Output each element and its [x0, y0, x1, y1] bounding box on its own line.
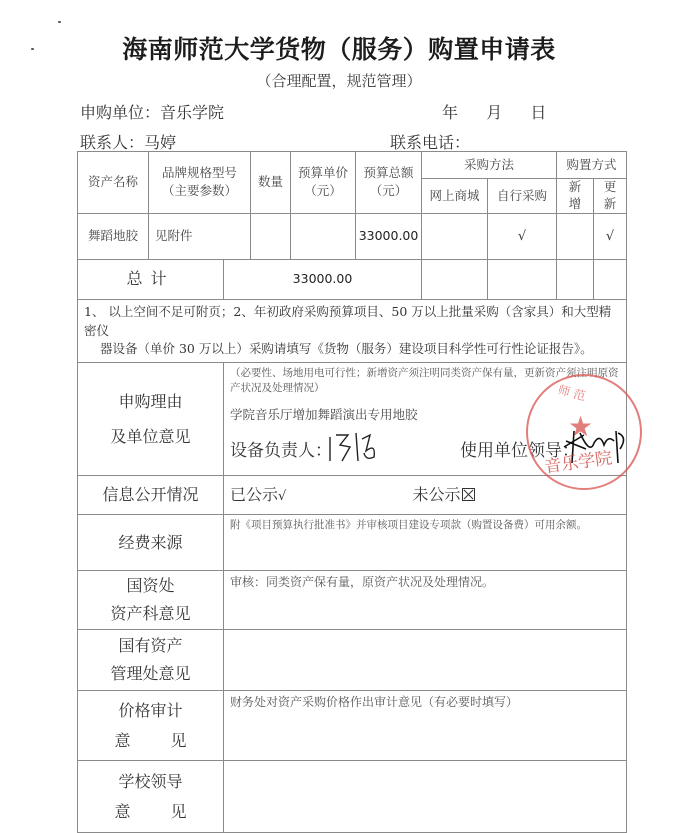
document-title: 海南师范大学货物（服务）购置申请表	[122, 35, 556, 64]
reason-label-line2: 及单位意见	[110, 427, 191, 446]
price-audit-label-line2: 意 见	[114, 730, 187, 750]
header-new-line2: 增	[568, 195, 582, 211]
cell-quantity	[251, 213, 291, 259]
seal-star-icon: ★	[568, 410, 594, 443]
header-total-line2: （元）	[369, 183, 408, 199]
applicant-unit-label: 申购单位：	[80, 103, 161, 122]
header-brand-spec-line2: （主要参数）	[162, 183, 238, 199]
state-asset-mgmt-label	[78, 630, 224, 691]
cell-brand-spec: 见附件	[149, 213, 251, 259]
header-purchase-type: 购置方式	[557, 152, 627, 179]
document-subtitle: （合理配置，规范管理）	[256, 72, 422, 90]
note-cell	[78, 299, 627, 362]
header-unit-price-line2: （元）	[304, 183, 342, 199]
total-label-text: 总计	[126, 269, 175, 289]
disclosure-label: 信息公开情况	[78, 476, 224, 515]
header-asset-name: 资产名称	[78, 152, 149, 214]
header-new	[557, 179, 594, 214]
total-self-procurement	[488, 259, 557, 299]
header-unit-price-line1: 预算单价	[298, 164, 349, 180]
reason-content-cell	[224, 363, 627, 476]
total-new	[557, 259, 594, 299]
header-self-procurement: 自行采购	[488, 179, 557, 214]
crossed-box-icon	[462, 488, 475, 501]
header-brand-spec	[149, 152, 251, 214]
published-check-icon: √	[278, 489, 287, 504]
price-audit-label	[78, 691, 224, 761]
total-value: 33000.00	[224, 259, 422, 299]
phone	[390, 130, 470, 153]
seal-text: 音乐学院	[543, 448, 614, 478]
note-line1: 1、 以上空间不足可附页；2、年初政府采购预算项目、50 万以上批量采购（含家具）和大型精密仪	[84, 303, 612, 338]
published-label: 已公示	[230, 485, 279, 504]
signature-line	[230, 439, 620, 467]
equipment-manager-signature	[326, 431, 386, 465]
school-leader-label-line2: 意 见	[114, 801, 187, 821]
table-row	[78, 213, 627, 259]
date-field	[442, 100, 546, 123]
funding-hint: 附《项目预算执行批准书》并审核项目建设专项款（购置设备费）可用余额。	[230, 519, 587, 531]
note-line2: 器设备（单价 30 万以上）采购请填写《货物（服务）建设项目科学性可行性论证报告》。	[100, 341, 593, 357]
header-total	[356, 152, 422, 214]
header-quantity: 数量	[251, 152, 291, 214]
cell-total: 33000.00	[356, 213, 422, 259]
state-asset-section-label	[78, 571, 224, 630]
funding-label: 经费来源	[78, 515, 224, 571]
scan-speck	[58, 21, 61, 23]
date-year: 年	[442, 103, 459, 122]
phone-label: 联系电话：	[390, 133, 471, 152]
reason-hint: （必要性、场地用电可行性；新增资产须注明同类资产保有量，更新资产须注明原资产状况及处理情况）	[230, 367, 619, 395]
contact-value: 马婷	[144, 133, 177, 152]
unit-leader-label: 使用单位领导：	[460, 441, 579, 462]
price-audit-hint: 财务处对资产采购价格作出审计意见（有必要时填写）	[230, 695, 519, 709]
state-asset-section-label-line1: 国资处	[126, 576, 175, 595]
state-asset-mgmt-content	[224, 630, 627, 691]
total-update	[594, 259, 627, 299]
header-update-line2: 新	[603, 195, 617, 211]
cell-unit-price	[291, 213, 356, 259]
equipment-manager-label: 设备负责人：	[230, 441, 332, 462]
header-update-line1: 更	[603, 179, 617, 194]
header-procurement-method: 采购方法	[422, 152, 557, 179]
cell-online-mall	[422, 213, 488, 259]
school-leader-label-line1: 学校领导	[118, 771, 183, 791]
cell-asset-name: 舞蹈地胶	[78, 213, 149, 259]
reason-label	[78, 363, 224, 476]
header-online-mall: 网上商城	[422, 179, 488, 214]
header-update	[594, 179, 627, 214]
applicant-unit	[80, 100, 224, 123]
state-asset-section-hint: 审核：同类资产保有量，原资产状况及处理情况。	[230, 575, 495, 589]
state-asset-mgmt-label-line1: 国有资产	[118, 636, 183, 655]
unit-leader-signature	[560, 427, 630, 467]
state-asset-section-content	[224, 571, 627, 630]
total-label	[78, 259, 224, 299]
seal-arc-text: 师 范	[556, 382, 588, 404]
date-month: 月	[486, 103, 503, 122]
header-new-line1: 新	[568, 179, 582, 194]
reason-label-line1: 申购理由	[118, 391, 183, 411]
date-day: 日	[530, 103, 547, 122]
header-unit-price	[291, 152, 356, 214]
header-brand-spec-line1: 品牌规格型号	[162, 164, 238, 180]
cell-self-procurement: √	[488, 213, 557, 259]
school-leader-label	[78, 761, 224, 833]
contact-label: 联系人：	[80, 133, 145, 152]
disclosure-content	[224, 476, 627, 515]
applicant-unit-value: 音乐学院	[160, 103, 225, 122]
header-total-line1: 预算总额	[363, 164, 414, 180]
state-asset-section-label-line2: 资产科意见	[110, 604, 191, 623]
contact	[80, 130, 176, 153]
purchase-request-table	[77, 151, 627, 833]
cell-new	[557, 213, 594, 259]
cell-update: √	[594, 213, 627, 259]
price-audit-content	[224, 691, 627, 761]
reason-text: 学院音乐厅增加舞蹈演出专用地胶	[230, 407, 418, 423]
state-asset-mgmt-label-line2: 管理处意见	[110, 664, 191, 683]
total-row	[78, 259, 627, 299]
unpublished-label: 未公示	[412, 485, 461, 504]
school-leader-content	[224, 761, 627, 833]
total-online-mall	[422, 259, 488, 299]
funding-content	[224, 515, 627, 571]
price-audit-label-line1: 价格审计	[118, 700, 183, 720]
